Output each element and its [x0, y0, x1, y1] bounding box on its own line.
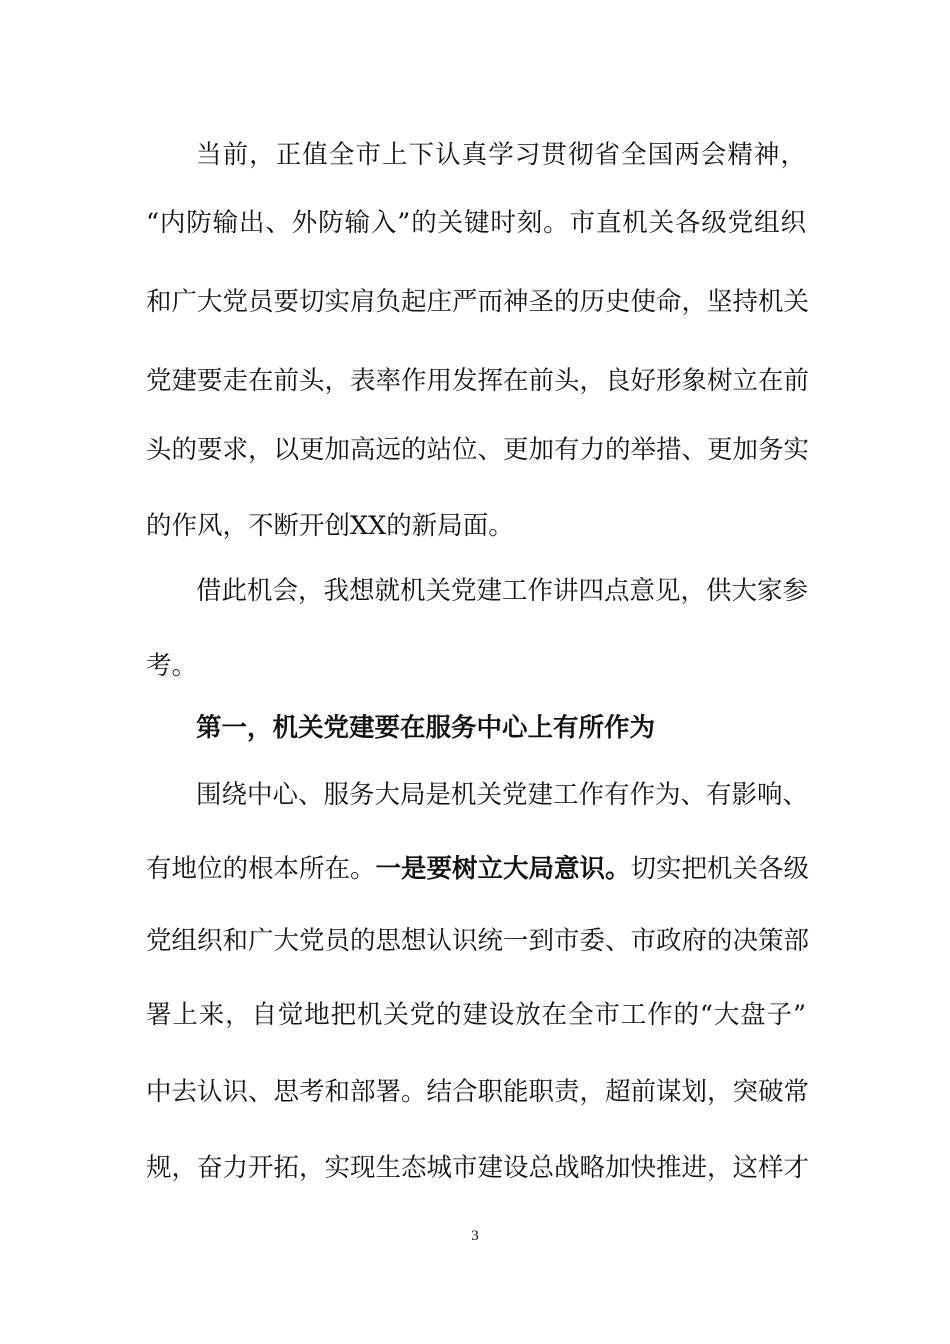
section-heading: 第一，机关党建要在服务中心上有所作为	[196, 713, 656, 743]
bold-text-run: 一是要树立大局意识。	[375, 854, 631, 884]
paragraph-line: 借此机会，我想就机关党建工作讲四点意见，供大家参	[196, 576, 809, 606]
paragraph-line: 党组织和广大党员的思想认识统一到市委、市政府的决策部	[146, 926, 810, 956]
paragraph-line: “内防输出、外防输入”的关键时刻。市直机关各级党组织	[146, 208, 806, 238]
text-run: 切实把机关各级	[630, 854, 810, 884]
paragraph-line: 和广大党员要切实肩负起庄严而神圣的历史使命，坚持机关	[146, 287, 810, 317]
paragraph-line: 当前，正值全市上下认真学习贯彻省全国两会精神，	[196, 140, 806, 170]
paragraph-line: 围绕中心、服务大局是机关党建工作有作为、有影响、	[196, 780, 809, 810]
text-run: 有地位的根本所在。	[146, 854, 376, 884]
paragraph-line	[146, 852, 810, 886]
paragraph-line: 规，奋力开拓，实现生态城市建设总战略加快推进，这样才	[146, 1153, 810, 1183]
paragraph-line: 头的要求，以更加高远的站位、更加有力的举措、更加务实	[146, 435, 810, 465]
paragraph-line: 党建要走在前头，表率作用发挥在前头，良好形象树立在前	[146, 366, 810, 396]
paragraph-line: 的作风，不断开创XX的新局面。	[146, 511, 514, 541]
paragraph-line: 考。	[146, 651, 198, 681]
page-number: 3	[471, 1228, 479, 1244]
paragraph-line: 中去认识、思考和部署。结合职能职责，超前谋划，突破常	[146, 1077, 810, 1107]
paragraph-line: 署上来，自觉地把机关党的建设放在全市工作的“大盘子”	[146, 1000, 806, 1030]
